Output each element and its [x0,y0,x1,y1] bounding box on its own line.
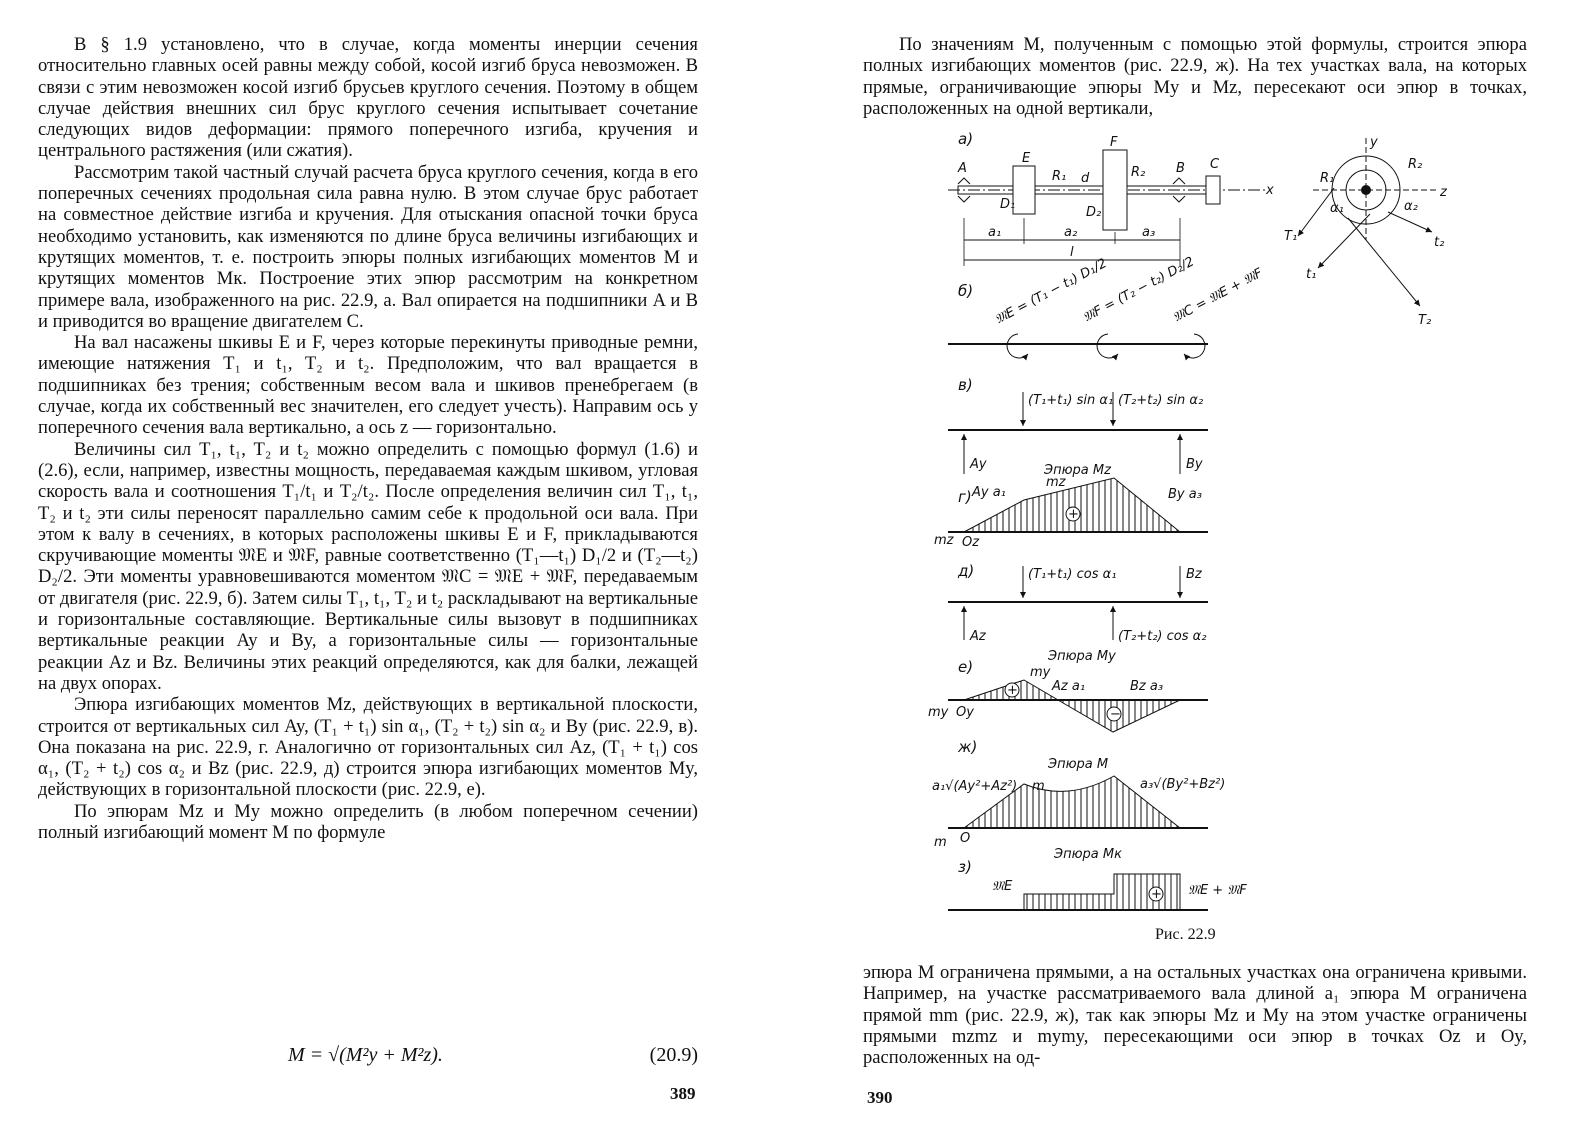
left-column-text [38,34,698,843]
right-paragraph-bottom: эпюра M ограничена прямыми, а на остальных участках она ограничена кривыми. Например, на участке рассматриваемого вала длиной a₁ эпюра M ограничена прямой mm (рис. 22.9, ж), так как эпюры Mz и My на этом участке ограничены прямыми mzmz и mymy, пересекающими оси эпюр в точках Oz и Oy, расположенных на од- [863,962,1527,1069]
label-a1: a₁ [988,225,1002,240]
label-R2: R₂ [1131,165,1146,180]
arrow-T1 [1298,188,1334,236]
label-M-left: a₁√(Ay²+Az²) [932,779,1018,794]
label-force-v2: (T₂+t₂) sin α₂ [1118,393,1204,408]
mz-sign: + [1068,507,1079,522]
label-force-h1: (T₁+t₁) cos α₁ [1028,567,1117,582]
label-Oz: Oz [962,535,980,550]
arrow-T2 [1348,218,1420,306]
pulley-F [1103,150,1127,230]
label-a2: a₂ [1064,225,1078,240]
panel-label-zh: ж) [958,738,978,756]
paragraph-3: На вал насажены шкивы E и F, через которые перекинуты приводные ремни, имеющие натяжения T₁ и t₁, T₂ и t₂. Предположим, что вал вращается в подшипниках без трения; собственным весом вала и шкивов пренебрегаем (в случае, когда их собственный вес значителен, его следует учесть). Направим ось y поперечного сечения вала вертикально, а ось z — горизонтально. [38,332,698,439]
my-sign-plus: + [1007,683,1018,698]
label-MF: 𝔐F = (T₂ − t₂) D₂/2 [1080,254,1197,326]
label-a3: a₃ [1142,225,1156,240]
label-ME: 𝔐E = (T₁ − t₁) D₁/2 [992,256,1110,328]
my-sign-minus: − [1110,707,1121,722]
panel-label-b: б) [958,282,974,300]
label-y: y [1370,135,1378,150]
arrow-t1 [1318,214,1370,268]
label-Oy: Oy [956,705,974,720]
figure-22-9 [918,128,1538,928]
label-C: C [1210,157,1220,172]
label-Aza1: Az a₁ [1052,679,1086,694]
label-MC: 𝔐C = 𝔐E + 𝔐F [1170,265,1266,326]
mk-sign: + [1151,887,1162,902]
panel-label-d: д) [958,562,975,580]
paragraph-2: Рассмотрим такой частный случай расчета бруса круглого сечения, когда в его поперечных сечениях продольная сила равна нулю. В этом случае брус работает на совместное действие изгиба и кручения. Для отыскания опасной точки бруса необходимо установить, как изменяются по длине бруса величины изгибающих и крутящих моментов, т. е. построить эпюры полных изгибающих моментов M и крутящих моментов Mк. Построение этих эпюр рассмотрим на конкретном примере вала, изображенного на рис. 22.9, а. Вал опирается на подшипники A и B и приводится во вращение двигателем C. [38,161,698,332]
label-force-v1: (T₁+t₁) sin α₁ [1028,393,1114,408]
panel-label-a: а) [958,130,974,148]
label-B: B [1176,161,1185,176]
label-d: d [1081,171,1090,186]
formula-number: (20.9) [649,1044,698,1066]
label-force-h2: (T₂+t₂) cos α₂ [1118,629,1207,644]
label-t1: t₁ [1306,267,1317,282]
label-mk-E: 𝔐E [992,879,1013,894]
panel-label-e: е) [958,658,974,676]
paragraph-4: Величины сил T₁, t₁, T₂ и t₂ можно определить с помощью формул (1.6) и (2.6), если, например, известны мощность, передаваемая каждым шкивом, угловая скорость вала и соотношения T₁/t₁ и T₂/t₂. После определения величин сил T₁, t₁, T₂ и t₂ эти силы переносят параллельно самим себе к продольной оси вала. При этом к валу в сечениях, в которых расположены шкивы E и F, прикладываются скручивающие моменты 𝔐E и 𝔐F, равные соответственно (T₁—t₁) D₁/2 и (T₂—t₂) D₂/2. Эти моменты уравновешиваются моментом 𝔐C = 𝔐E + 𝔐F, передаваемым от двигателя (рис. 22.9, б). Затем силы T₁, t₁, T₂ и t₂ раскладывают на вертикальные и горизонтальные составляющие. Вертикальные силы вызовут в подшипниках вертикальные реакции Ay и By, а горизонтальные силы — горизонтальные реакции Az и Bz. Величины этих реакций определяются, как для балки, лежащей на двух опорах. [38,438,698,694]
label-R1-cs: R₁ [1320,171,1335,186]
paragraph-6: По эпюрам Mz и My можно определить (в любом поперечном сечении) полный изгибающий момент M по формуле [38,800,698,843]
label-x: x [1266,183,1274,198]
panel-label-z: з) [958,858,972,876]
label-Az: Az [970,629,986,644]
label-T2: T₂ [1418,313,1432,328]
pulley-E [1013,166,1035,214]
label-alpha2: α₂ [1404,199,1418,214]
label-t2: t₂ [1434,235,1445,250]
label-R2-cs: R₂ [1408,157,1423,172]
right-top-text [863,34,1527,119]
paragraph-1: В § 1.9 установлено, что в случае, когда моменты инерции сечения относительно главных осей равны между собой, косой изгиб бруса невозможен. В связи с этим невозможен косой изгиб брусьев круглого сечения. Поэтому в общем случае действия внешних сил брус круглого сечения испытывает сочетание следующих видов деформации: прямого поперечного изгиба, кручения и центрального растяжения (или сжатия). [38,34,698,162]
torque-C-arrow [1184,334,1205,358]
label-Bya3: By a₃ [1168,487,1202,502]
label-alpha1: α₁ [1330,201,1344,216]
formula: M = √(M²y + M²z). [288,1044,443,1066]
page-number-left: 389 [670,1084,696,1103]
label-A: A [958,161,967,176]
label-D2: D₂ [1086,205,1102,220]
label-M-right: a₃√(By²+Bz²) [1140,777,1226,792]
label-Ay: Ay [970,457,987,472]
label-O: O [960,831,971,846]
label-l: l [1070,245,1074,260]
label-Aya1: Ay a₁ [972,485,1006,500]
motor-C [1206,176,1220,204]
m-title: Эпюра M [1048,757,1109,772]
page-number-right: 390 [867,1088,893,1107]
label-mz-top: mz [1046,475,1066,490]
paragraph-5: Эпюра изгибающих моментов Mz, действующих в вертикальной плоскости, строится от вертикальных сил Ay, (T₁ + t₁) sin α₁, (T₂ + t₂) sin α₂ и By (рис. 22.9, в). Она показана на рис. 22.9, г. Аналогично от горизонтальных сил Az, (T₁ + t₁) cos α₁, (T₂ + t₂) cos α₂ и Bz (рис. 22.9, д) строится эпюра изгибающих моментов My, действующих в горизонтальной плоскости (рис. 22.9, е). [38,694,698,801]
right-bottom-text [863,962,1527,1068]
label-m-top: m [1032,779,1045,794]
torque-F-arrow [1097,334,1118,358]
right-page [793,0,1586,1148]
label-my-bottom: my [928,705,949,720]
right-paragraph-top: По значениям M, полученным с помощью этой формулы, строится эпюра полных изгибающих моментов (рис. 22.9, ж). На тех участках вала, на которых прямые, ограничивающие эпюры My и Mz, пересекают оси эпюр в точках, расположенных на одной вертикали, [863,34,1527,119]
label-Bza3: Bz a₃ [1130,679,1164,694]
label-mz-bottom: mz [934,533,954,548]
panel-label-g: г) [958,488,972,506]
label-my-top: my [1030,665,1051,680]
label-Bz: Bz [1186,567,1202,582]
panel-label-v: в) [958,376,973,394]
torque-E-arrow [1007,334,1028,358]
my-title: Эпюра My [1048,649,1116,664]
label-D1: D₁ [1000,197,1016,212]
figure-caption: Рис. 22.9 [1155,926,1216,943]
label-By: By [1186,457,1203,472]
formula-block [38,1044,698,1074]
label-mk-EF: 𝔐E + 𝔐F [1188,883,1247,898]
label-z: z [1440,185,1447,200]
figure-svg [918,128,1538,928]
arrow-t2 [1388,212,1432,232]
label-T1: T₁ [1284,229,1298,244]
label-R1: R₁ [1052,169,1067,184]
label-E: E [1022,151,1031,166]
mz-title: Эпюра Mz [1044,463,1111,478]
mk-title: Эпюра Mк [1054,847,1122,862]
label-m-bottom: m [934,835,947,850]
label-F: F [1110,135,1118,150]
